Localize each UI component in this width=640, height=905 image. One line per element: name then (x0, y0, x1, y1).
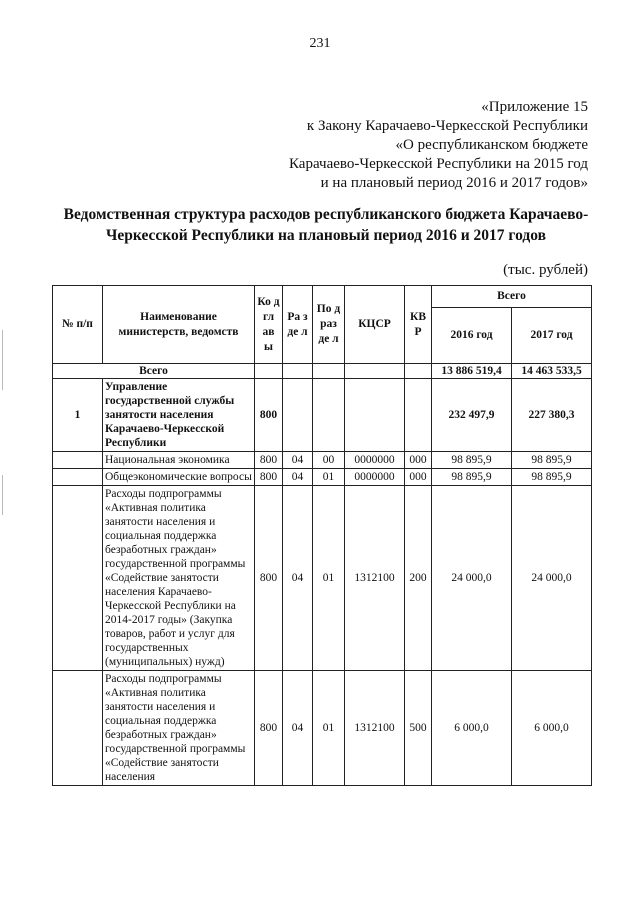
row-2016: 98 895,9 (432, 452, 512, 469)
row-subsection (313, 379, 345, 452)
row-subsection: 01 (313, 486, 345, 671)
row-kcsr: 0000000 (345, 469, 405, 486)
document-title (56, 204, 596, 246)
table-cell (313, 364, 345, 379)
header-2017: 2017 год (512, 308, 592, 364)
row-2017: 24 000,0 (512, 486, 592, 671)
row-section: 04 (283, 452, 313, 469)
appendix-line: «Приложение 15 (481, 99, 588, 115)
header-section: Ра з де л (283, 286, 313, 364)
row-code: 800 (255, 379, 283, 452)
row-kcsr: 0000000 (345, 452, 405, 469)
budget-table (52, 285, 592, 786)
header-kvr: КВ Р (405, 286, 432, 364)
scan-edge-mark (2, 475, 3, 515)
title-line: Ведомственная структура расходов республиканского бюджета Карачаево- (63, 206, 589, 223)
row-2016: 232 497,9 (432, 379, 512, 452)
row-section (283, 379, 313, 452)
row-kvr: 000 (405, 452, 432, 469)
header-chapter-code: Ко д гл ав ы (255, 286, 283, 364)
row-code: 800 (255, 452, 283, 469)
row-kvr: 500 (405, 671, 432, 786)
row-num (53, 469, 103, 486)
header-name: Наименование министерств, ведомств (103, 286, 255, 364)
appendix-line: к Закону Карачаево-Черкесской Республики (306, 118, 588, 134)
appendix-line: «О республиканском бюджете (395, 137, 588, 153)
total-row (53, 364, 592, 379)
table-cell (283, 364, 313, 379)
row-name: Управление государственной службы занятости населения Карачаево-Черкесской Республики (103, 379, 255, 452)
appendix-heading (289, 98, 588, 193)
row-name: Расходы подпрограммы «Активная политика занятости населения и социальная поддержка безработных граждан» государственной программы «Содействие занятости населения Карачаево-Черкесской Республики на 2014-2017 годы» (Закупка товаров, работ и услуг для государственных (муниципальных) нужд) (103, 486, 255, 671)
total-2016: 13 886 519,4 (432, 364, 512, 379)
row-code: 800 (255, 671, 283, 786)
table-row (53, 379, 592, 452)
row-num (53, 671, 103, 786)
table-row (53, 671, 592, 786)
table-cell (255, 364, 283, 379)
title-line: Черкесской Республики на плановый период 2016 и 2017 годов (106, 227, 546, 244)
row-name: Расходы подпрограммы «Активная политика занятости населения и социальная поддержка безработных граждан» государственной программы «Содействие занятости населения (103, 671, 255, 786)
table-row (53, 469, 592, 486)
row-num (53, 452, 103, 469)
row-section: 04 (283, 469, 313, 486)
row-code: 800 (255, 469, 283, 486)
total-2017: 14 463 533,5 (512, 364, 592, 379)
row-2016: 24 000,0 (432, 486, 512, 671)
header-total: Всего (432, 286, 592, 308)
table-cell (345, 364, 405, 379)
total-label: Всего (53, 364, 255, 379)
table-cell (405, 364, 432, 379)
row-subsection: 00 (313, 452, 345, 469)
row-2017: 98 895,9 (512, 469, 592, 486)
row-2016: 6 000,0 (432, 671, 512, 786)
row-name: Общеэкономические вопросы (103, 469, 255, 486)
header-kcsr: КЦСР (345, 286, 405, 364)
units-note: (тыс. рублей) (503, 262, 588, 278)
row-subsection: 01 (313, 671, 345, 786)
header-2016: 2016 год (432, 308, 512, 364)
appendix-line: и на плановый период 2016 и 2017 годов» (320, 175, 588, 191)
row-section: 04 (283, 486, 313, 671)
row-2017: 6 000,0 (512, 671, 592, 786)
row-name: Национальная экономика (103, 452, 255, 469)
row-2017: 98 895,9 (512, 452, 592, 469)
row-kcsr: 1312100 (345, 486, 405, 671)
row-code: 800 (255, 486, 283, 671)
page-number: 231 (309, 36, 331, 51)
row-kcsr: 1312100 (345, 671, 405, 786)
appendix-line: Карачаево-Черкесской Республики на 2015 год (289, 156, 588, 172)
row-2017: 227 380,3 (512, 379, 592, 452)
row-section: 04 (283, 671, 313, 786)
header-num: № п/п (53, 286, 103, 364)
row-kvr (405, 379, 432, 452)
scan-edge-mark (2, 330, 3, 390)
row-kvr: 200 (405, 486, 432, 671)
row-kvr: 000 (405, 469, 432, 486)
row-subsection: 01 (313, 469, 345, 486)
row-num (53, 486, 103, 671)
row-2016: 98 895,9 (432, 469, 512, 486)
header-subsection: По д раз де л (313, 286, 345, 364)
header-row (53, 286, 592, 308)
row-kcsr (345, 379, 405, 452)
table-row (53, 486, 592, 671)
row-num: 1 (53, 379, 103, 452)
table-row (53, 452, 592, 469)
